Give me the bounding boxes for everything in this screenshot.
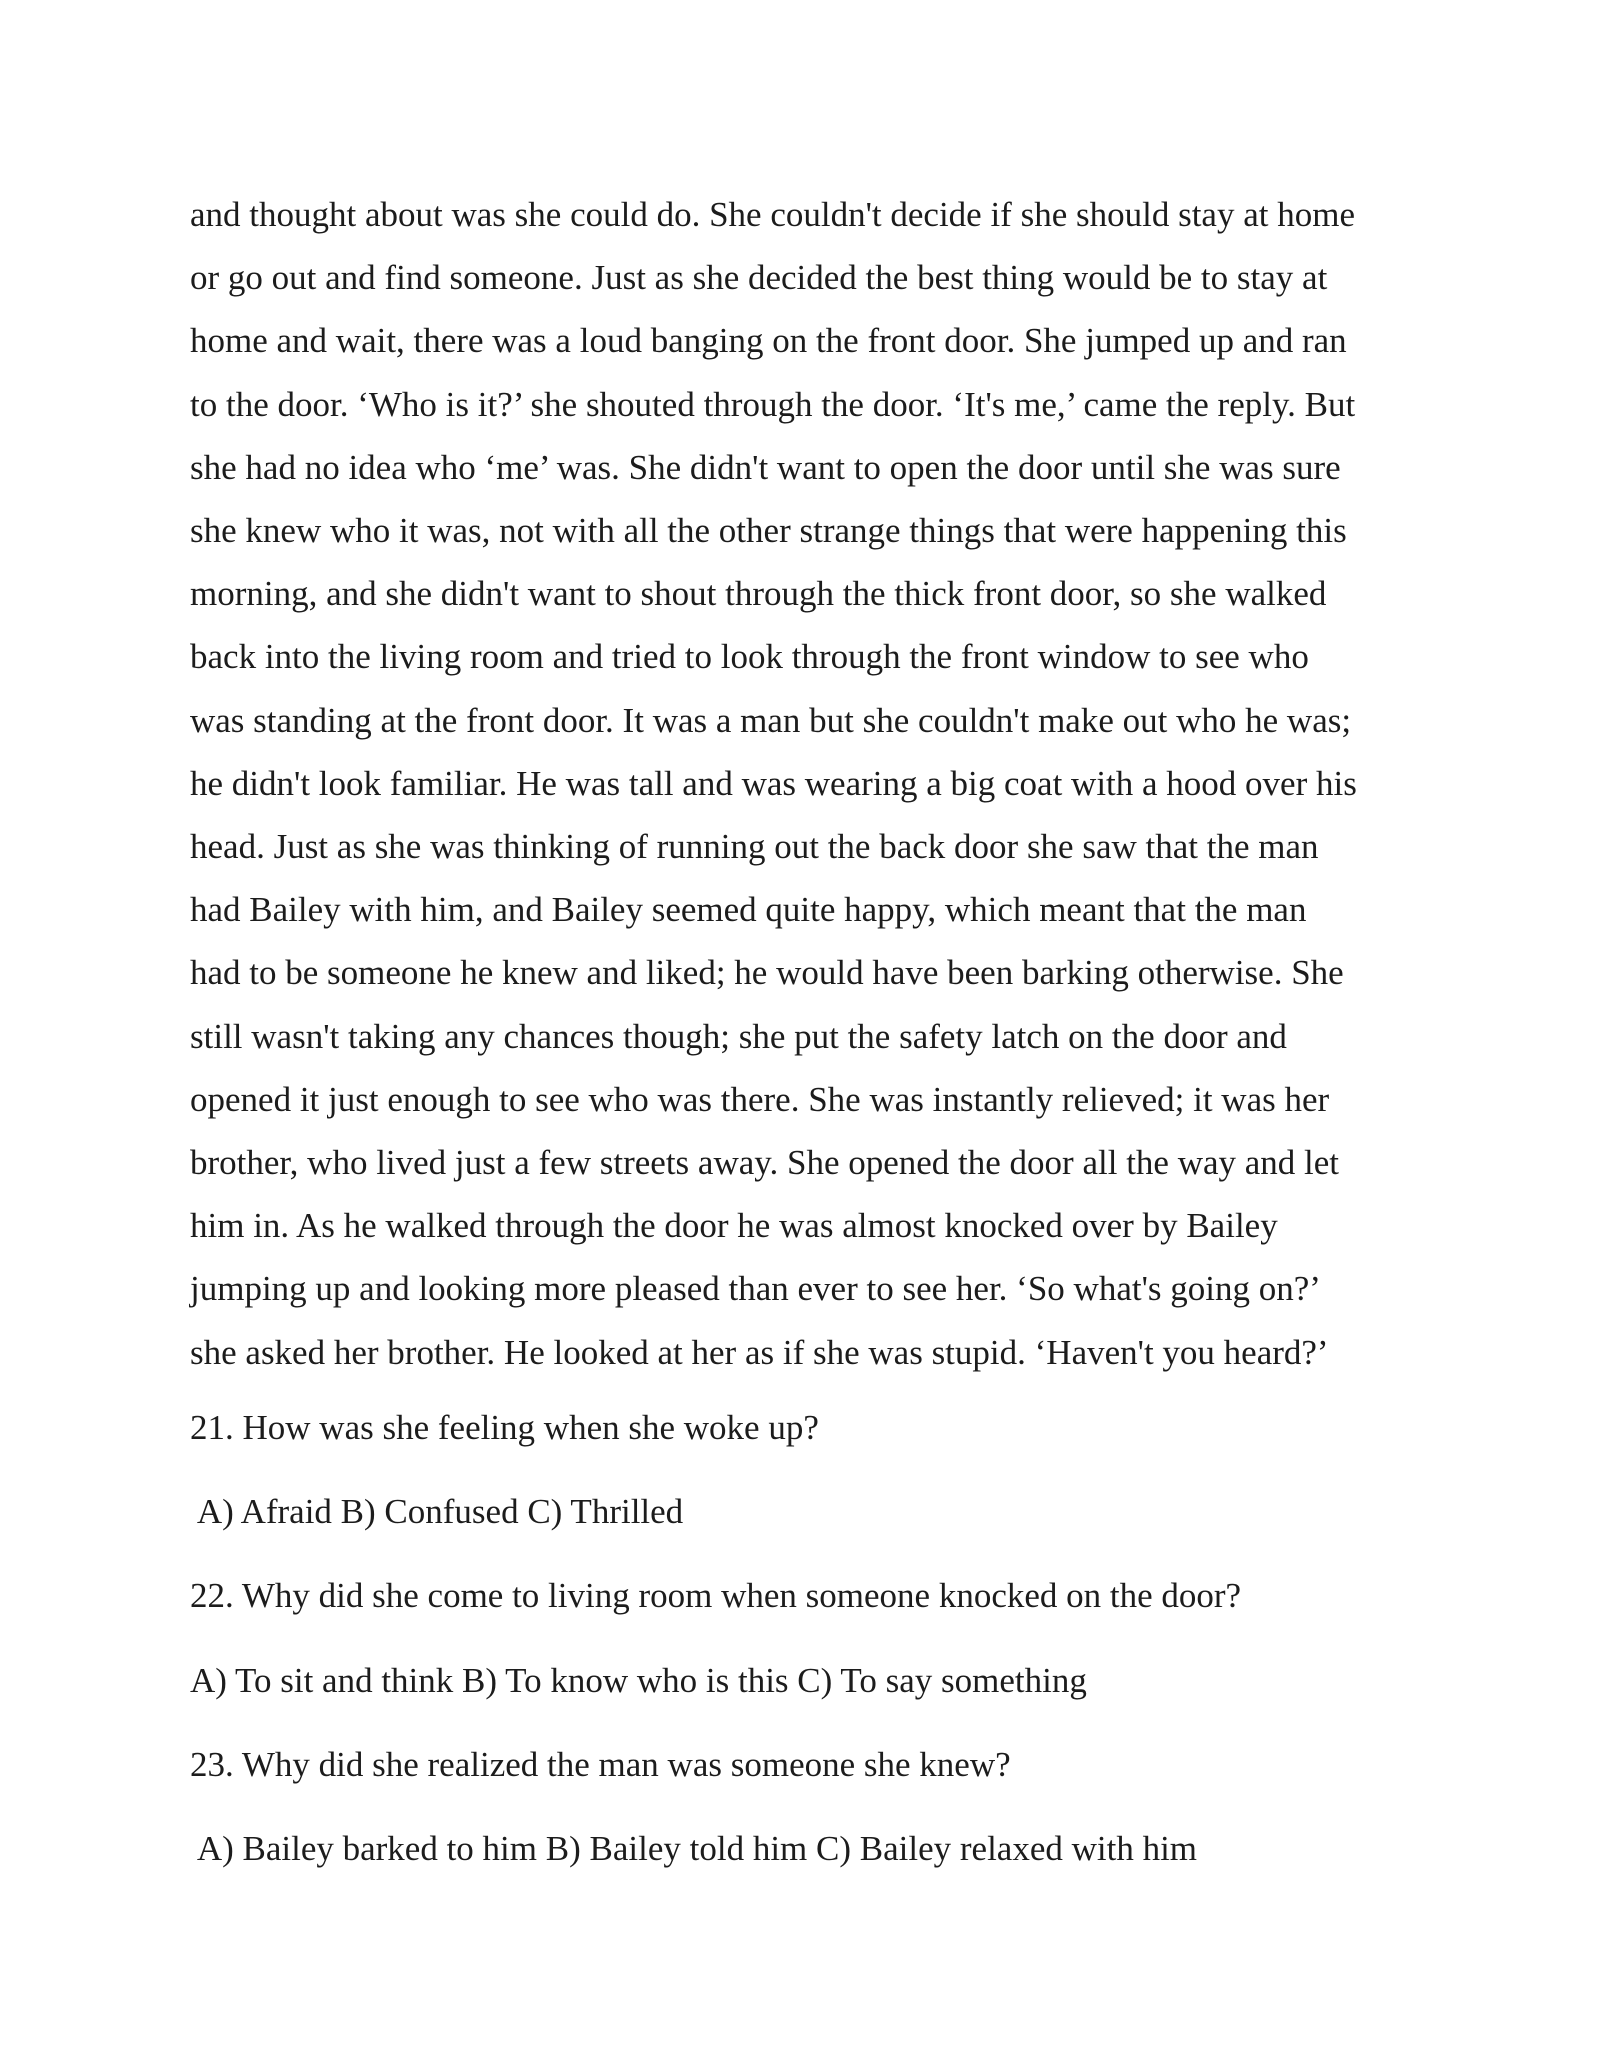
passage-line: was standing at the front door. It was a man but she couldn't make out who he was; [190, 700, 1352, 740]
passage-line: opened it just enough to see who was there. She was instantly relieved; it was her [190, 1079, 1330, 1119]
question-22-options: A) To sit and think B) To know who is this C) To say something [190, 1660, 1087, 1700]
passage-line: she knew who it was, not with all the other strange things that were happening this [190, 511, 1347, 551]
question-23-text: 23. Why did she realized the man was someone she knew? [190, 1744, 1011, 1784]
story-passage [190, 183, 1450, 1384]
passage-line: jumping up and looking more pleased than ever to see her. ‘So what's going on?’ [190, 1269, 1321, 1309]
question-21-options: A) Afraid B) Confused C) Thrilled [190, 1492, 684, 1532]
passage-line: had to be someone he knew and liked; he would have been barking otherwise. She [190, 953, 1344, 993]
question-22-text: 22. Why did she come to living room when someone knocked on the door? [190, 1576, 1242, 1616]
passage-line: him in. As he walked through the door he was almost knocked over by Bailey [190, 1206, 1278, 1246]
passage-line: still wasn't taking any chances though; she put the safety latch on the door and [190, 1016, 1287, 1056]
passage-line: morning, and she didn't want to shout through the thick front door, so she walked [190, 574, 1327, 614]
passage-line: brother, who lived just a few streets away. She opened the door all the way and let [190, 1143, 1340, 1183]
passage-line: she asked her brother. He looked at her as if she was stupid. ‘Haven't you heard?’ [190, 1332, 1329, 1372]
passage-line: she had no idea who ‘me’ was. She didn't want to open the door until she was sure [190, 447, 1341, 487]
question-21-text: 21. How was she feeling when she woke up? [190, 1408, 819, 1447]
question-list [190, 1396, 1450, 1901]
passage-line: and thought about was she could do. She couldn't decide if she should stay at home [190, 195, 1355, 234]
passage-line: home and wait, there was a loud banging on the front door. She jumped up and ran [190, 321, 1347, 361]
passage-line: had Bailey with him, and Bailey seemed quite happy, which meant that the man [190, 890, 1307, 930]
passage-line: or go out and find someone. Just as she decided the best thing would be to stay at [190, 258, 1328, 298]
passage-line: to the door. ‘Who is it?’ she shouted through the door. ‘It's me,’ came the reply. But [190, 384, 1356, 424]
passage-line: back into the living room and tried to look through the front window to see who [190, 637, 1309, 677]
passage-line: he didn't look familiar. He was tall and was wearing a big coat with a hood over his [190, 763, 1357, 803]
question-23-options: A) Bailey barked to him B) Bailey told him C) Bailey relaxed with him [190, 1828, 1198, 1868]
passage-line: head. Just as she was thinking of running out the back door she saw that the man [190, 827, 1319, 867]
